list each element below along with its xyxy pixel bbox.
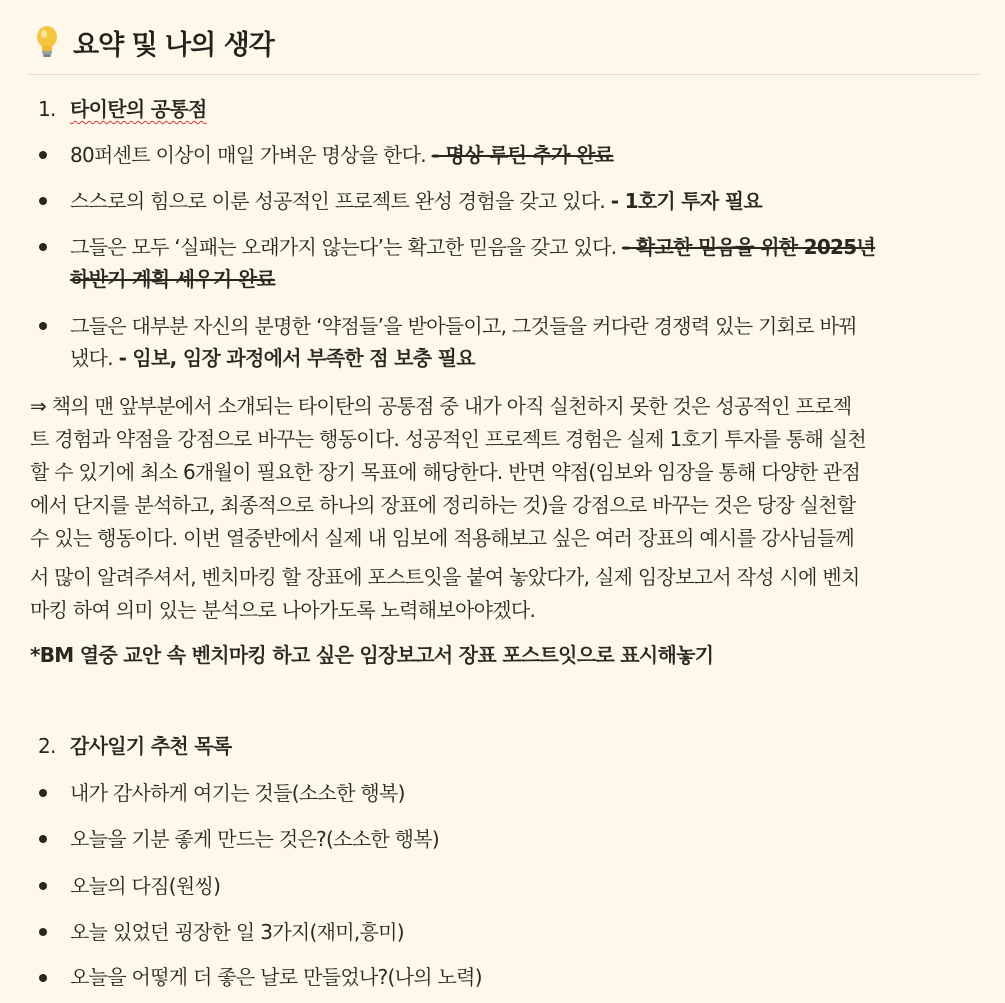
list-item [70, 232, 875, 262]
list-item [70, 186, 762, 216]
bullet-2-note: - 1호기 투자 필요 [610, 189, 763, 213]
section-1-number: 1. [38, 97, 56, 121]
bullet-4-text-line1: 그들은 대부분 자신의 분명한 ‘약점들’을 받아들이고, 그것들을 커다란 경쟁력 있는 기회로 바꿔 [70, 314, 857, 338]
list-item [70, 140, 613, 170]
section-2-title: 감사일기 추천 목록 [70, 734, 232, 758]
bullet-dot [39, 197, 47, 205]
section-2-number: 2. [38, 734, 56, 758]
page-title: 요약 및 나의 생각 [73, 29, 274, 61]
bullet-dot [39, 882, 47, 890]
paragraph-line: 에서 단지를 분석하고, 최종적으로 하나의 장표에 정리하는 것)을 강점으로 바꾸는 것은 당장 실천할 [30, 493, 856, 517]
list-item-continuation [70, 343, 475, 373]
list-item: 오늘을 기분 좋게 만드는 것은?(소소한 행복) [70, 827, 439, 851]
bullet-dot [39, 322, 47, 330]
bullet-dot [39, 243, 47, 251]
bold-note: *BM 열중 교안 속 벤치마킹 하고 싶은 임장보고서 장표 포스트잇으로 표시해놓기 [30, 643, 714, 667]
bullet-3-text: 그들은 모두 ‘실패는 오래가지 않는다’는 확고한 믿음을 갖고 있다. [70, 235, 623, 259]
paragraph-line: ⇒ 책의 맨 앞부분에서 소개되는 타이탄의 공통점 중 내가 아직 실천하지 못한 것은 성공적인 프로젝 [30, 394, 852, 418]
bullet-dot [39, 974, 47, 982]
bullet-1-note: - 명상 루틴 추가 완료 [431, 143, 614, 167]
paragraph-line: 트 경험과 약점을 강점으로 바꾸는 행동이다. 성공적인 프로젝트 경험은 실제 1호기 투자를 통해 실천 [30, 427, 867, 451]
paragraph-line: 마킹 하여 의미 있는 분석으로 나아가도록 노력해보아야겠다. [30, 598, 536, 622]
paragraph-line: 할 수 있기에 최소 6개월이 필요한 장기 목표에 해당한다. 반면 약점(임보와 임장을 통해 다양한 관점 [30, 460, 861, 484]
list-item: 내가 감사하게 여기는 것들(소소한 행복) [70, 781, 405, 805]
bullet-dot [39, 151, 47, 159]
bullet-3-note-line2: 하반기 계획 세우기 완료 [70, 267, 275, 291]
bullet-2-text: 스스로의 힘으로 이룬 성공적인 프로젝트 완성 경험을 갖고 있다. [70, 189, 611, 213]
list-item: 오늘 있었던 굉장한 일 3가지(재미,흥미) [70, 920, 404, 944]
list-item: 오늘의 다짐(원씽) [70, 874, 221, 898]
bullet-3-note-line1: - 확고한 믿음을 위한 2025년 [622, 235, 876, 259]
list-item: 오늘을 어떻게 더 좋은 날로 만들었나?(나의 노력) [70, 965, 482, 989]
bullet-1-text: 80퍼센트 이상이 매일 가벼운 명상을 한다. [70, 143, 432, 167]
bullet-4-note: - 임보, 임장 과정에서 부족한 점 보충 필요 [118, 346, 475, 370]
bullet-dot [39, 928, 47, 936]
list-item-continuation [70, 264, 275, 294]
paragraph-line: 수 있는 행동이다. 이번 열중반에서 실제 내 임보에 적용해보고 싶은 여러 장표의 예시를 강사님들께 [30, 526, 855, 550]
bullet-dot [39, 835, 47, 843]
section-header [33, 20, 274, 64]
section-1-title: 타이탄의 공통점 [70, 97, 207, 121]
paragraph-line: 서 많이 알려주셔서, 벤치마킹 할 장표에 포스트잇을 붙여 놓았다가, 실제 임장보고서 작성 시에 벤치 [30, 565, 860, 589]
bullet-dot [39, 789, 47, 797]
header-divider [28, 74, 980, 75]
lightbulb-icon [33, 25, 61, 59]
bullet-4-text-line2: 냈다. [70, 346, 119, 370]
